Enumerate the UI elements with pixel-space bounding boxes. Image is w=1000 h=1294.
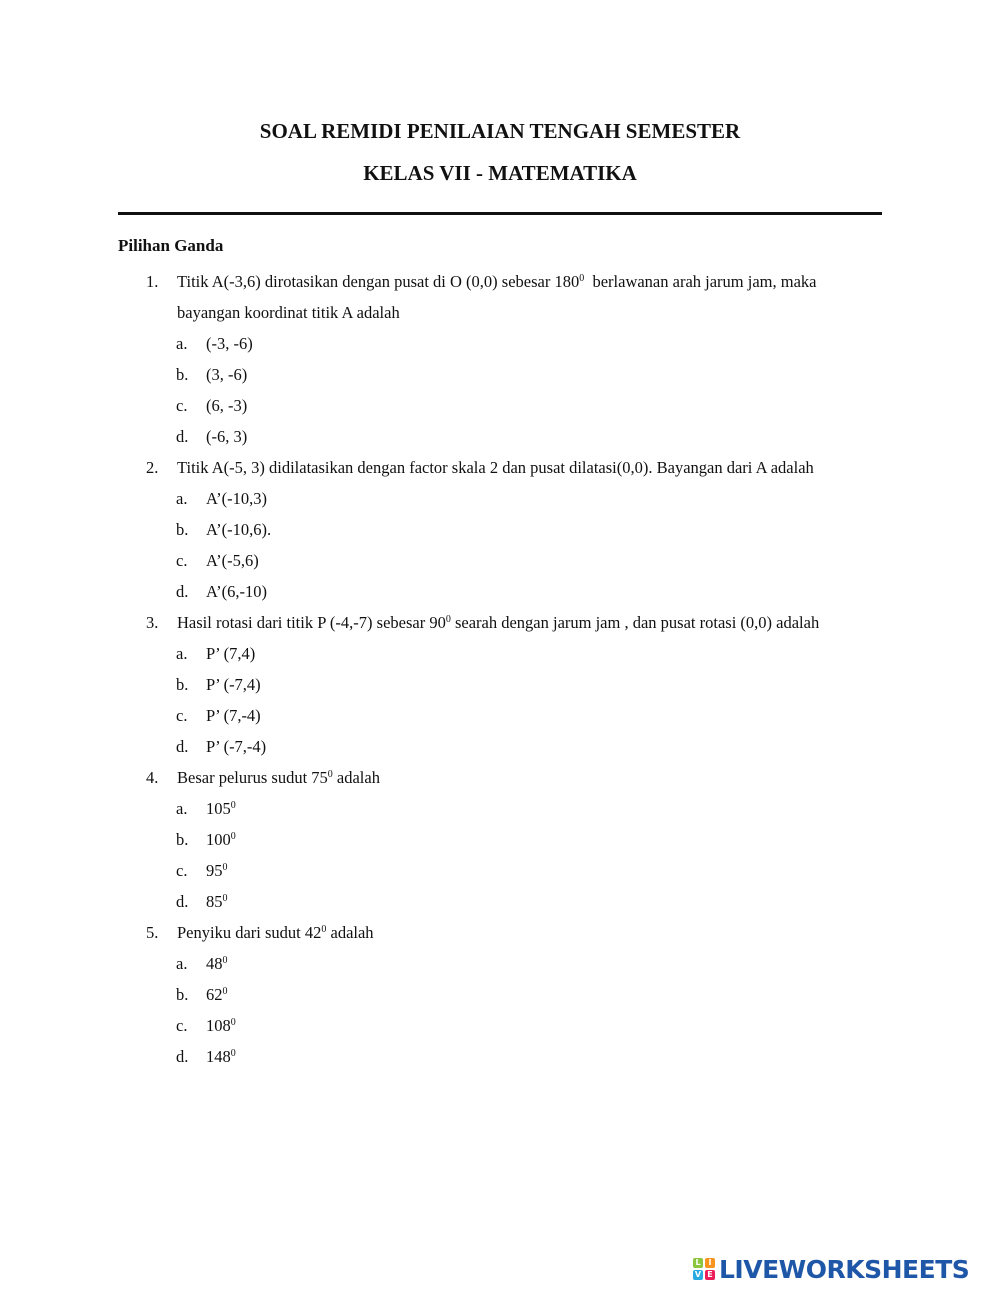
option-label: b. bbox=[176, 675, 189, 694]
question-number: 3. bbox=[146, 613, 159, 632]
option-label: d. bbox=[176, 427, 189, 446]
logo-square: L bbox=[693, 1258, 703, 1268]
option-label: c. bbox=[176, 551, 188, 570]
option-text: A’(6,-10) bbox=[206, 582, 267, 601]
option-text: A’(-10,6). bbox=[206, 520, 272, 539]
page-subtitle: KELAS VII - MATEMATIKA bbox=[363, 161, 637, 185]
option-text: $85^0$ bbox=[206, 892, 228, 911]
logo-square: E bbox=[705, 1270, 715, 1280]
question-text: Titik A(-5, 3) didilatasikan dengan factor skala 2 dan pusat dilatasi(0,0). Bayangan dari A adalah bbox=[177, 458, 814, 477]
option-text: (-6, 3) bbox=[206, 427, 248, 446]
option-label: b. bbox=[176, 365, 189, 384]
option-text: $108^0$ bbox=[206, 1016, 236, 1035]
option-text: $95^0$ bbox=[206, 861, 228, 880]
question-number: 5. bbox=[146, 923, 159, 942]
option-label: c. bbox=[176, 1016, 188, 1035]
option-label: b. bbox=[176, 520, 189, 539]
option-text: $100^0$ bbox=[206, 830, 236, 849]
logo-square: I bbox=[705, 1258, 715, 1268]
option-text: P’ (7,4) bbox=[206, 644, 256, 663]
question-text: Besar pelurus sudut $75^0$ adalah bbox=[177, 768, 380, 787]
question-text: Penyiku dari sudut $42^0$ adalah bbox=[177, 923, 374, 942]
question-number: 2. bbox=[146, 458, 159, 477]
option-text: P’ (7,-4) bbox=[206, 706, 261, 725]
option-label: b. bbox=[176, 985, 189, 1004]
option-label: d. bbox=[176, 582, 189, 601]
question-text: bayangan koordinat titik A adalah bbox=[177, 303, 400, 322]
question-text: Hasil rotasi dari titik P (-4,-7) sebesar $90^0$ searah dengan jarum jam , dan pusat rotasi (0,0) adalah bbox=[177, 613, 820, 632]
option-label: a. bbox=[176, 954, 188, 973]
option-label: c. bbox=[176, 396, 188, 415]
logo-text: LIVEWORKSHEETS bbox=[719, 1254, 970, 1284]
option-text: A’(-10,3) bbox=[206, 489, 267, 508]
option-text: (6, -3) bbox=[206, 396, 248, 415]
section-heading: Pilihan Ganda bbox=[118, 236, 224, 255]
option-text: (-3, -6) bbox=[206, 334, 253, 353]
option-text: A’(-5,6) bbox=[206, 551, 259, 570]
title-divider bbox=[118, 212, 882, 215]
option-text: $105^0$ bbox=[206, 799, 236, 818]
option-label: a. bbox=[176, 489, 188, 508]
option-text: (3, -6) bbox=[206, 365, 248, 384]
question-number: 4. bbox=[146, 768, 159, 787]
option-label: c. bbox=[176, 861, 188, 880]
option-label: a. bbox=[176, 799, 188, 818]
option-label: d. bbox=[176, 1047, 189, 1066]
page-title: SOAL REMIDI PENILAIAN TENGAH SEMESTER bbox=[259, 119, 741, 143]
option-text: $62^0$ bbox=[206, 985, 228, 1004]
liveworksheets-logo bbox=[693, 1254, 969, 1284]
option-label: b. bbox=[176, 830, 189, 849]
option-text: P’ (-7,-4) bbox=[206, 737, 267, 756]
question-text: Titik A(-3,6) dirotasikan dengan pusat di O (0,0) sebesar $180^0$ berlawanan arah jarum jam, maka bbox=[177, 272, 817, 291]
question-number: 1. bbox=[146, 272, 159, 291]
option-text: $48^0$ bbox=[206, 954, 228, 973]
option-label: d. bbox=[176, 737, 189, 756]
logo-mark-icon bbox=[693, 1258, 715, 1280]
option-text: P’ (-7,4) bbox=[206, 675, 261, 694]
option-label: a. bbox=[176, 644, 188, 663]
logo-square: V bbox=[694, 1270, 702, 1279]
option-label: d. bbox=[176, 892, 189, 911]
option-label: a. bbox=[176, 334, 188, 353]
option-label: c. bbox=[176, 706, 188, 725]
option-text: $148^0$ bbox=[206, 1047, 236, 1066]
